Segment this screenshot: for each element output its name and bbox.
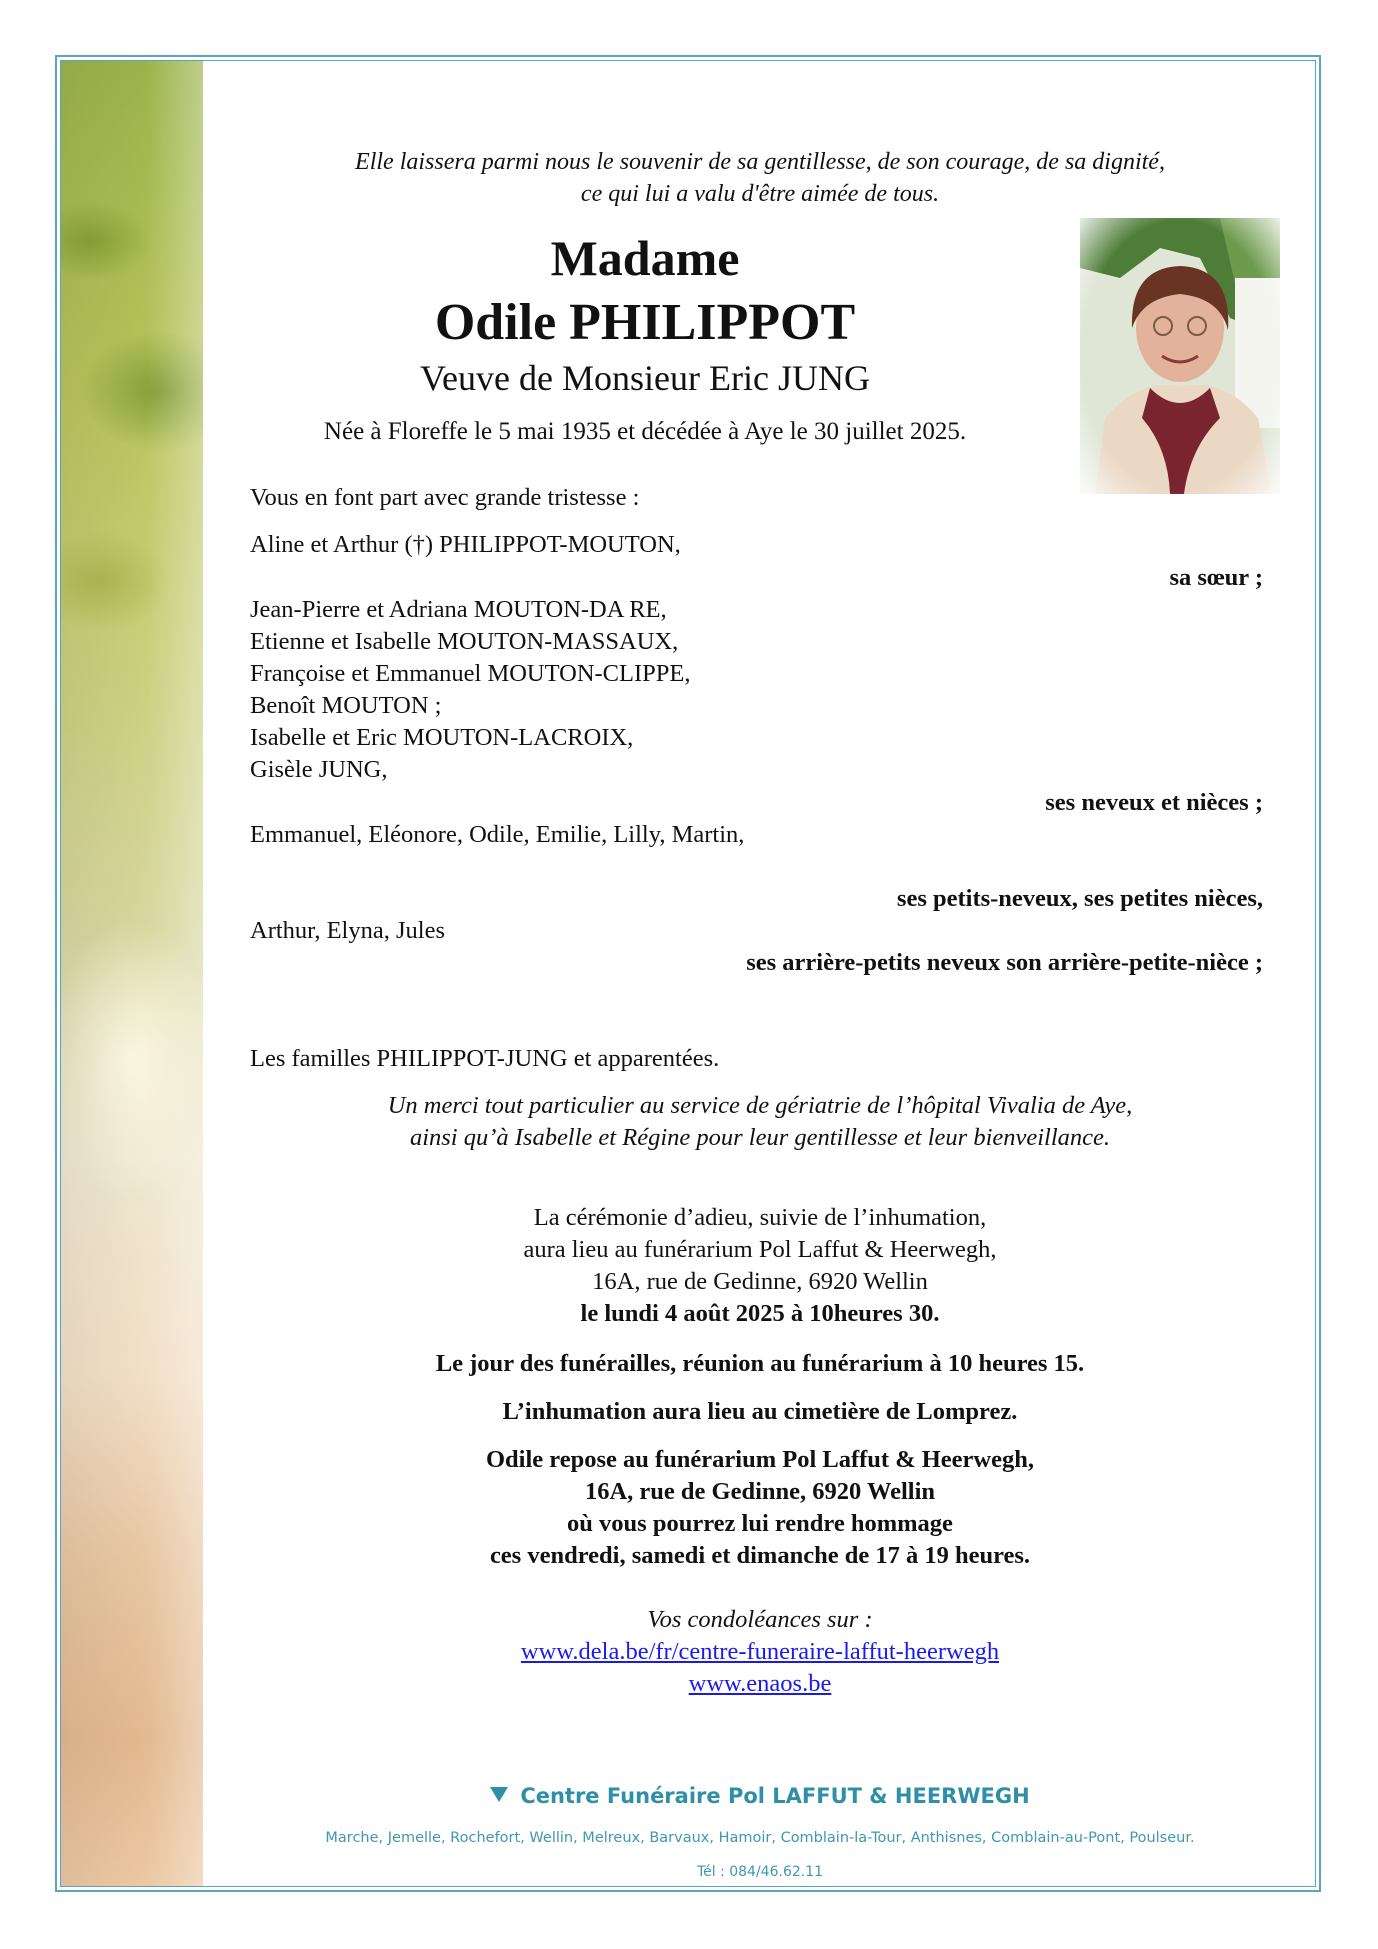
nephews-role: ses neveux et nièces ; xyxy=(1045,789,1263,816)
greatgrandnephews-names: Arthur, Elyna, Jules xyxy=(250,917,445,944)
ceremony-date: le lundi 4 août 2025 à 10heures 30. xyxy=(580,1300,940,1327)
visitation-line-2: 16A, rue de Gedinne, 6920 Wellin xyxy=(584,1478,936,1505)
thanks-line-1: Un merci tout particulier au service de gériatrie de l’hôpital Vivalia de Aye, xyxy=(387,1092,1133,1119)
condolences-label: Vos condoléances sur : xyxy=(647,1606,873,1633)
nephew-line-1: Jean-Pierre et Adriana MOUTON-DA RE, xyxy=(250,596,667,623)
company-name xyxy=(250,1782,1270,1810)
grandnephews-names: Emmanuel, Eléonore, Odile, Emilie, Lilly, Martin, xyxy=(250,821,745,848)
nephew-line-5: Isabelle et Eric MOUTON-LACROIX, xyxy=(250,724,634,751)
company-phone: Tél : 084/46.62.11 xyxy=(696,1864,824,1880)
ceremony-line-3: 16A, rue de Gedinne, 6920 Wellin xyxy=(592,1268,928,1295)
triangle-down-icon xyxy=(490,1787,508,1802)
ceremony-block xyxy=(250,1202,1270,1330)
sister-role: sa sœur ; xyxy=(1169,564,1263,591)
visitation-block xyxy=(250,1444,1270,1572)
burial-info: L’inhumation aura lieu au cimetière de Lomprez. xyxy=(502,1398,1018,1425)
intro-line: Vous en font part avec grande tristesse : xyxy=(250,484,640,511)
greatgrandnephews-role: ses arrière-petits neveux son arrière-petite-nièce ; xyxy=(746,949,1263,976)
visitation-line-1: Odile repose au funérarium Pol Laffut & Heerwegh, xyxy=(485,1446,1034,1473)
thanks-line-2: ainsi qu’à Isabelle et Régine pour leur gentillesse et leur bienveillance. xyxy=(409,1124,1111,1151)
sister-names: Aline et Arthur (†) PHILIPPOT-MOUTON, xyxy=(250,531,681,558)
quote-line-2: ce qui lui a valu d'être aimée de tous. xyxy=(580,181,940,207)
condolences-block xyxy=(250,1604,1270,1700)
visitation-line-4: ces vendredi, samedi et dimanche de 17 à 19 heures. xyxy=(489,1542,1031,1569)
ceremony-line-2: aura lieu au funérarium Pol Laffut & Heerwegh, xyxy=(523,1236,997,1263)
company-locations: Marche, Jemelle, Rochefort, Wellin, Melreux, Barvaux, Hamoir, Comblain-la-Tour, Anthisnes, Comblain-au-Pont, Poulseur. xyxy=(325,1830,1195,1846)
spouse-line: Veuve de Monsieur Eric JUNG xyxy=(420,358,870,398)
grandnephews-role: ses petits-neveux, ses petites nièces, xyxy=(896,885,1263,912)
families-line: Les familles PHILIPPOT-JUNG et apparentées. xyxy=(250,1045,720,1072)
visitation-line-3: où vous pourrez lui rendre hommage xyxy=(567,1510,953,1537)
nephew-line-2: Etienne et Isabelle MOUTON-MASSAUX, xyxy=(250,628,679,655)
nephew-line-3: Françoise et Emmanuel MOUTON-CLIPPE, xyxy=(250,660,691,687)
quote-line-1: Elle laissera parmi nous le souvenir de sa gentillesse, de son courage, de sa dignité, xyxy=(355,149,1165,175)
nephew-line-4: Benoît MOUTON ; xyxy=(250,692,442,719)
enaos-link[interactable]: www.enaos.be xyxy=(688,1670,832,1697)
deceased-name: Odile PHILIPPOT xyxy=(434,294,856,351)
meeting-info: Le jour des funérailles, réunion au funérarium à 10 heures 15. xyxy=(435,1350,1085,1377)
birth-death-dates: Née à Floreffe le 5 mai 1935 et décédée à Aye le 30 juillet 2025. xyxy=(323,418,967,445)
opening-quote xyxy=(250,146,1270,210)
portrait-photo xyxy=(1080,218,1280,494)
title-madame: Madame xyxy=(550,230,740,286)
nephew-line-6: Gisèle JUNG, xyxy=(250,756,388,783)
company-name-text: Centre Funéraire Pol LAFFUT & HEERWEGH xyxy=(520,1784,1030,1808)
thanks-block xyxy=(250,1090,1270,1154)
ceremony-line-1: La cérémonie d’adieu, suivie de l’inhumation, xyxy=(533,1204,987,1231)
forest-path-image xyxy=(61,61,203,1886)
dela-link[interactable]: www.dela.be/fr/centre-funeraire-laffut-heerwegh xyxy=(520,1638,1000,1665)
